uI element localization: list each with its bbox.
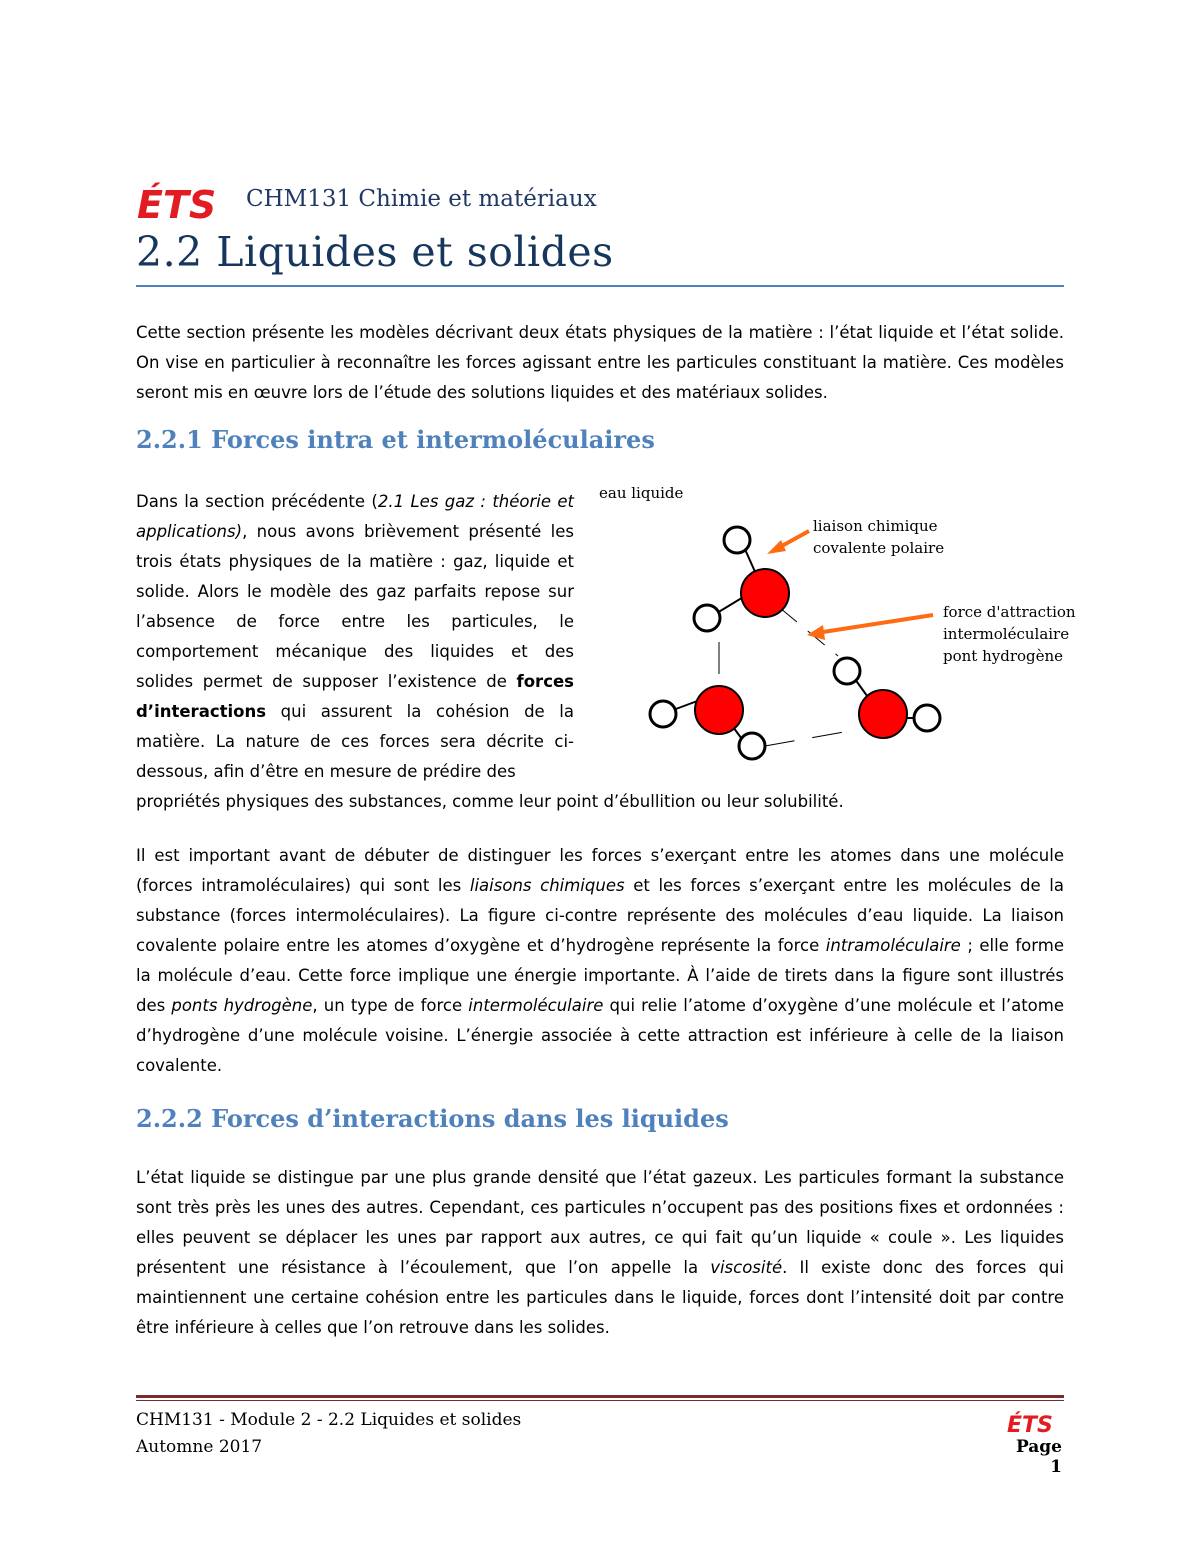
hydrogen-atom (650, 701, 676, 727)
label-covalent-1: liaison chimique (813, 517, 938, 535)
footer-module: CHM131 - Module 2 - 2.2 Liquides et solides (136, 1410, 522, 1430)
page-number: Page 1 (1015, 1437, 1062, 1477)
svg-text:ÉTS: ÉTS (137, 183, 217, 224)
oxygen-atom (695, 686, 743, 734)
oxygen-atom (859, 690, 907, 738)
section1-paragraph1: Dans la section précédente (2.1 Les gaz : théorie et applications), nous avons brièvement présenté les trois états physiques de la matière : gaz, liquide et solide. Alors le modèle des gaz parfaits repose sur l’absence de force entre les particules, le comportement mécanique des liquides et des solides permet de supposer l’existence de forces d’interactions qui assurent la cohésion de la matière. La nature de ces forces sera décrite ci-dessous, afin d’être en mesure de prédire des (136, 492, 574, 781)
footer-divider-thin (136, 1400, 1064, 1401)
ets-logo (135, 182, 227, 224)
label-hbond-1: force d'attraction (943, 603, 1076, 621)
arrow-hydrogen-bond (823, 615, 933, 632)
label-hbond-3: pont hydrogène (943, 647, 1064, 665)
arrow-covalent-bond (780, 531, 809, 547)
hydrogen-atom (834, 658, 860, 684)
course-title: CHM131 Chimie et matériaux (246, 186, 597, 212)
water-molecules-figure (595, 478, 1095, 788)
hydrogen-atom (694, 605, 720, 631)
footer-term: Automne 2017 (136, 1437, 263, 1457)
label-hbond-2: intermoléculaire (943, 625, 1070, 643)
oxygen-atom (741, 569, 789, 617)
section-heading-2-2-1: 2.2.1 Forces intra et intermoléculaires (136, 425, 655, 454)
figure-title: eau liquide (599, 484, 684, 502)
section1-paragraph1-end: propriétés physiques des substances, comme leur point d’ébullition ou leur solubilité. (136, 792, 844, 811)
intro-paragraph: Cette section présente les modèles décrivant deux états physiques de la matière : l’état liquide et l’état solide. On vise en particulier à reconnaître les forces agissant entre les particules constituant la matière. Ces modèles seront mis en œuvre lors de l’étude des solutions liquides et des matériaux solides. (136, 323, 1064, 402)
hydrogen-bond-3 (765, 730, 855, 746)
section-reference: 2.1 Les gaz : théorie et applications) (136, 492, 574, 541)
svg-text:ÉTS: ÉTS (1007, 1413, 1053, 1436)
hydrogen-atom (739, 733, 765, 759)
section1-paragraph2: Il est important avant de débuter de distinguer les forces s’exerçant entre les atomes dans une molécule (forces intramoléculaires) qui sont les liaisons chimiques et les forces s’exerçant entre les molécules de la substance (forces intermoléculaires). La figure ci-contre représente des molécules d’eau liquide. La liaison covalente polaire entre les atomes d’oxygène et d’hydrogène représente la force intramoléculaire ; elle forme la molécule d’eau. Cette force implique une énergie importante. À l’aide de tirets dans la figure sont illustrés des ponts hydrogène, un type de force intermoléculaire qui relie l’atome d’oxygène d’une molécule et l’atome d’hydrogène d’une molécule voisine. L’énergie associée à cette attraction est inférieure à celle de la liaison covalente. (136, 846, 1065, 1075)
section-heading-2-2-2: 2.2.2 Forces d’interactions dans les liquides (136, 1104, 729, 1133)
label-covalent-2: covalente polaire (813, 539, 945, 557)
footer-ets-logo (1006, 1410, 1062, 1436)
page-title: 2.2 Liquides et solides (136, 228, 614, 276)
section2-paragraph: L’état liquide se distingue par une plus grande densité que l’état gazeux. Les particules formant la substance sont très près les unes des autres. Cependant, ces particules n’occupent pas des positions fixes et ordonnées : elles peuvent se déplacer les unes par rapport aux autres, ce qui fait qu’un liquide « coule ». Les liquides présentent une résistance à l’écoulement, que l’on appelle la viscosité. Il existe donc des forces qui maintiennent une certaine cohésion entre les particules dans le liquide, forces dont l’intensité doit par contre être inférieure à celles que l’on retrouve dans les solides. (136, 1168, 1064, 1337)
hydrogen-atom (724, 527, 750, 553)
hydrogen-atom (914, 705, 940, 731)
footer-divider (136, 1395, 1064, 1398)
title-divider (136, 285, 1064, 287)
